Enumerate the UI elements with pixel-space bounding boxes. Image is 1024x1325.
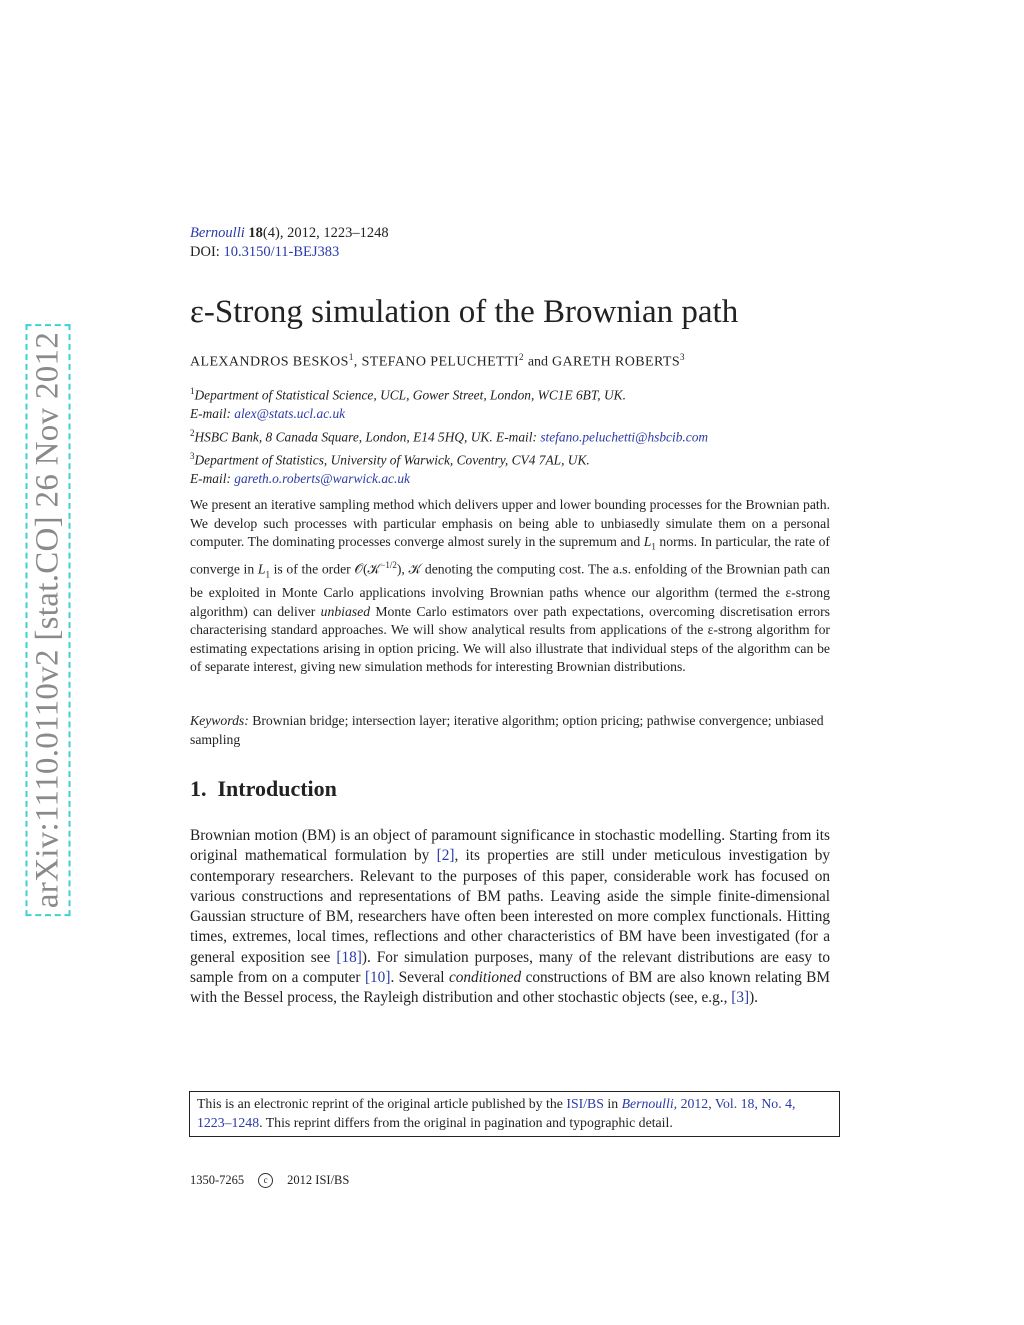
citation-link[interactable]: [3]	[731, 989, 750, 1007]
paper-title: ε-Strong simulation of the Brownian path	[190, 294, 739, 330]
copyright-footer	[190, 1173, 349, 1188]
affiliation-3-email	[190, 470, 840, 489]
author-affil-mark: 1	[348, 352, 354, 362]
copyright-icon: c	[258, 1173, 273, 1188]
keywords-text: Brownian bridge; intersection layer; iterative algorithm; option pricing; pathwise convergence; unbiased sampling	[190, 713, 824, 747]
math-k: 𝒦	[408, 561, 422, 577]
intro-text: ).	[749, 989, 758, 1007]
email-label: E-mail:	[496, 429, 537, 445]
keywords-label: Keywords:	[190, 713, 249, 728]
reprint-text: . This reprint differs from the original in pagination and typographic detail.	[259, 1114, 673, 1130]
author-affil-mark: 2	[519, 352, 524, 362]
author-name: STEFANO PELUCHETTI	[361, 354, 520, 370]
affil-text: HSBC Bank, 8 Canada Square, London, E14 5HQ, UK.	[194, 429, 493, 445]
journal-issue-pages: (4), 2012, 1223–1248	[262, 225, 389, 241]
intro-text: constructions of BM are also known relating BM with the Bessel process, the Rayleigh distribution and other stochastic objects (see, e.g.,	[190, 969, 830, 1007]
journal-volume: 18	[248, 225, 263, 241]
affiliation-1-email	[190, 405, 840, 424]
affiliation-3	[190, 447, 840, 470]
section-title: Introduction	[217, 776, 337, 801]
email-link[interactable]: stefano.peluchetti@hsbcib.com	[540, 429, 709, 445]
abstract-text: We present an iterative sampling method which delivers upper and lower bounding processes for the Brownian path. We develop such processes with particular emphasis on being able to unbiasedly simulate them on a personal computer. The dominating processes converge almost surely in the supremum and	[190, 497, 830, 549]
author-list: ALEXANDROS BESKOS$^1$, STEFANO PELUCHETTI$^2$ and GARETH ROBERTS$^3$	[190, 352, 685, 370]
affil-mark: 3	[190, 450, 195, 461]
citation-link[interactable]: [10]	[364, 969, 391, 987]
citation-link[interactable]: [2]	[436, 847, 455, 865]
journal-info	[190, 224, 389, 262]
isibs-link[interactable]: ISI/BS	[566, 1096, 604, 1111]
issn: 1350-7265	[190, 1173, 245, 1187]
intro-text: . Several	[390, 969, 449, 987]
abstract-text: Monte Carlo estimators over path expectations, overcoming discretisation errors characterising standard approaches. We will show analytical results from applications of the ε-strong algorithm for estimating expectations arising in option pricing. We will also illustrate that individual steps of the algorithm can be of separate interest, giving new simulation methods for interesting Brownian distributions.	[190, 603, 830, 675]
section-number: 1.	[190, 776, 207, 801]
affiliation-2	[190, 424, 840, 447]
keywords	[190, 712, 830, 749]
introduction-paragraph	[190, 826, 830, 1009]
email-label: E-mail:	[190, 470, 231, 486]
math-exponent: −1/2	[380, 560, 397, 571]
reprint-text: in	[603, 1096, 622, 1111]
copyright-text: 2012 ISI/BS	[287, 1173, 350, 1187]
intro-text: , its properties are still under meticulous investigation by contemporary researchers. Relevant to the purposes of this paper, considerable work has focused on various constructions and representations of BM paths. Leaving aside the simple finite-dimensional Gaussian structure of BM, researchers have often been interested on more complex functionals. Hitting times, extremes, local times, reflections and other characteristics of BM have been investigated (for a general exposition see	[190, 847, 830, 966]
intro-text: ). For simulation purposes, many of the relevant distributions are easy to sample from on a computer	[190, 948, 831, 987]
affil-mark: 1	[190, 386, 195, 396]
author-name: GARETH ROBERTS	[551, 354, 681, 370]
math-sub: 1	[651, 541, 656, 552]
affil-text: Department of Statistics, University of Warwick, Coventry, CV4 7AL, UK.	[194, 452, 590, 468]
author-affil-mark: 3	[680, 352, 685, 362]
affil-mark: 2	[190, 427, 195, 438]
math-L: L	[643, 534, 652, 549]
abstract-text: ),	[396, 561, 409, 577]
reprint-text: This is an electronic reprint of the original article published by the	[197, 1096, 567, 1111]
journal-citation	[190, 224, 389, 243]
reprint-citation-link[interactable]: 2012, Vol. 18, No. 4, 1223–1248	[197, 1096, 796, 1130]
email-link[interactable]: alex@stats.ucl.ac.uk	[234, 406, 346, 422]
reprint-notice	[189, 1091, 840, 1137]
math-order: 𝒪(𝒦	[354, 561, 381, 577]
abstract	[190, 496, 830, 677]
intro-text: Brownian motion (BM) is an object of paramount significance in stochastic modelling. Starting from its original mathematical formulation by	[190, 827, 830, 865]
doi-label: DOI:	[190, 244, 220, 260]
abstract-text: norms. In particular, the rate of converge in	[190, 534, 830, 577]
affil-text: Department of Statistical Science, UCL, Gower Street, London, WC1E 6BT, UK.	[194, 387, 626, 403]
author-name: ALEXANDROS BESKOS	[190, 354, 349, 370]
section-heading	[190, 776, 337, 802]
intro-emphasis: conditioned	[448, 969, 522, 987]
doi-link[interactable]: 10.3150/11-BEJ383	[223, 244, 340, 260]
citation-link[interactable]: [18]	[336, 948, 362, 966]
math-L: L	[257, 561, 266, 577]
reprint-journal-link[interactable]: Bernoulli,	[621, 1096, 678, 1111]
doi-line	[190, 243, 389, 262]
abstract-text: is of the order	[269, 561, 355, 577]
authors-and: and	[527, 354, 549, 370]
abstract-emphasis: unbiased	[320, 603, 371, 619]
affiliation-1	[190, 382, 840, 405]
arxiv-stamp[interactable]: arXiv:1110.0110v2 [stat.CO] 26 Nov 2012	[26, 324, 71, 916]
email-link[interactable]: gareth.o.roberts@warwick.ac.uk	[234, 470, 410, 486]
math-sub: 1	[265, 569, 270, 580]
email-label: E-mail:	[190, 406, 231, 422]
journal-name-link[interactable]: Bernoulli	[190, 225, 245, 241]
affiliations	[190, 382, 840, 488]
abstract-text: denoting the computing cost. The a.s. enfolding of the Brownian path can be exploited in Monte Carlo applications involving Brownian paths whence our algorithm (termed the ε-strong algorithm) can deliver	[190, 561, 831, 619]
